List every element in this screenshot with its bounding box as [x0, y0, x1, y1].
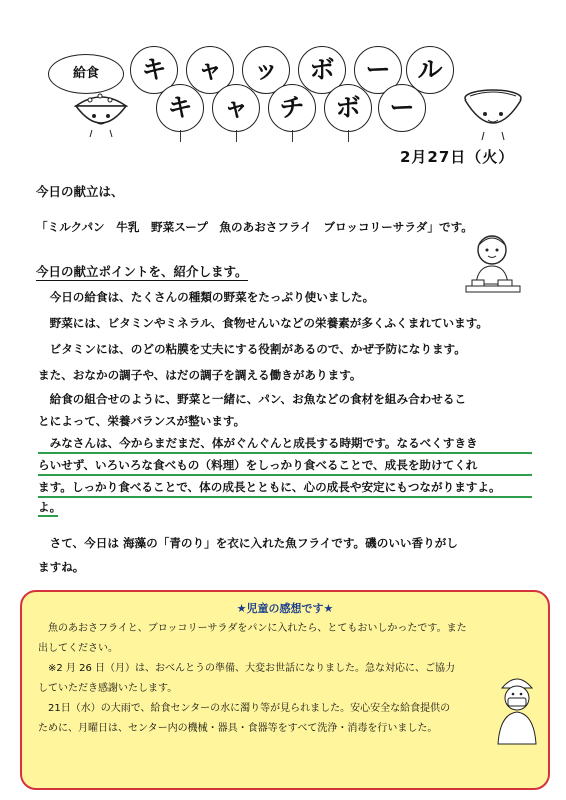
- soup-bowl-mascot-icon: [460, 84, 526, 142]
- balloon-char: ボ: [324, 84, 372, 132]
- comment-line: していただき感謝いたします。: [38, 683, 178, 694]
- comment-line: 魚のあおさフライと、ブロッコリーサラダをパンに入れたら、とてもおいしかったです。また: [38, 623, 467, 634]
- body-line: また、おなかの調子や、はだの調子を調える働きがあります。: [38, 368, 362, 382]
- comment-line: ※2 月 26 日（月）は、おべんとうの準備、大変お世話になりました。急な対応に、ご協力: [38, 663, 456, 674]
- green-underline: [38, 515, 58, 517]
- balloon-char: ル: [406, 46, 454, 94]
- menu-text: 「ミルクパン 牛乳 野菜スープ 魚のあおさフライ ブロッコリーサラダ」です。: [36, 220, 473, 234]
- menu-heading: 今日の献立は、: [36, 184, 124, 199]
- balloon-char: ボ: [298, 46, 346, 94]
- body-line: らいせず、いろいろな食べもの（料理）をしっかり食べることで、成長を助けてくれ: [38, 458, 478, 472]
- body-line: みなさんは、今からまだまだ、体がぐんぐんと成長する時期です。なるべくすきき: [38, 436, 478, 450]
- balloon-string: [180, 130, 181, 142]
- balloon-char: チ: [268, 84, 316, 132]
- balloon-char: ャ: [212, 84, 260, 132]
- body-line: 給食の組合せのように、野菜と一緒に、パン、お魚などの食材を組み合わせるこ: [38, 392, 467, 406]
- balloon-char: ー: [354, 46, 402, 94]
- points-heading-text: 今日の献立ポイントを、紹介します。: [36, 264, 248, 279]
- comment-line: ために、月曜日は、センター内の機械・器具・食器等をすべて洗浄・消毒を行いました。: [38, 723, 438, 734]
- body-line: よ。: [38, 500, 62, 514]
- body-line: 今日の給食は、たくさんの種類の野菜をたっぷり使いました。: [38, 290, 375, 304]
- green-underline: [38, 496, 532, 498]
- comment-line: 21日（水）の大雨で、給食センターの水に濁り等が見られました。安心安全な給食提供の: [38, 703, 451, 714]
- balloon-char: ー: [378, 84, 426, 132]
- kyushoku-label: 給食: [48, 54, 124, 94]
- body-line: とによって、栄養バランスが整います。: [38, 414, 246, 428]
- date: 2月27日（火）: [400, 148, 515, 166]
- balloon-char: ャ: [186, 46, 234, 94]
- closing-line: ますね。: [38, 560, 85, 574]
- closing-line: さて、今日は 海藻の「青のり」を衣に入れた魚フライです。磯のいい香りがし: [38, 536, 458, 550]
- comment-line: 出してください。: [38, 643, 118, 654]
- body-line: ビタミンには、のどの粘膜を丈夫にする役割があるので、かぜ予防になります。: [38, 342, 466, 356]
- chef-staff-icon: [492, 670, 542, 746]
- comments-box: [20, 590, 550, 790]
- green-underline: [38, 474, 532, 476]
- balloon-string: [348, 130, 349, 142]
- points-heading: [36, 262, 248, 280]
- balloon-char: キ: [130, 46, 178, 94]
- balloon-char: キ: [156, 84, 204, 132]
- balloon-string: [292, 130, 293, 142]
- comments-title: ★児童の感想です★: [236, 602, 334, 615]
- balloon-char: ッ: [242, 46, 290, 94]
- body-line: ます。しっかり食べることで、体の成長とともに、心の成長や安定にもつながりますよ。: [38, 480, 501, 494]
- green-underline: [38, 452, 532, 454]
- body-line: 野菜には、ビタミンやミネラル、食物せんいなどの栄養素が多くふくまれています。: [38, 316, 488, 330]
- balloon-string: [236, 130, 237, 142]
- rice-bowl-mascot-icon: [70, 82, 132, 138]
